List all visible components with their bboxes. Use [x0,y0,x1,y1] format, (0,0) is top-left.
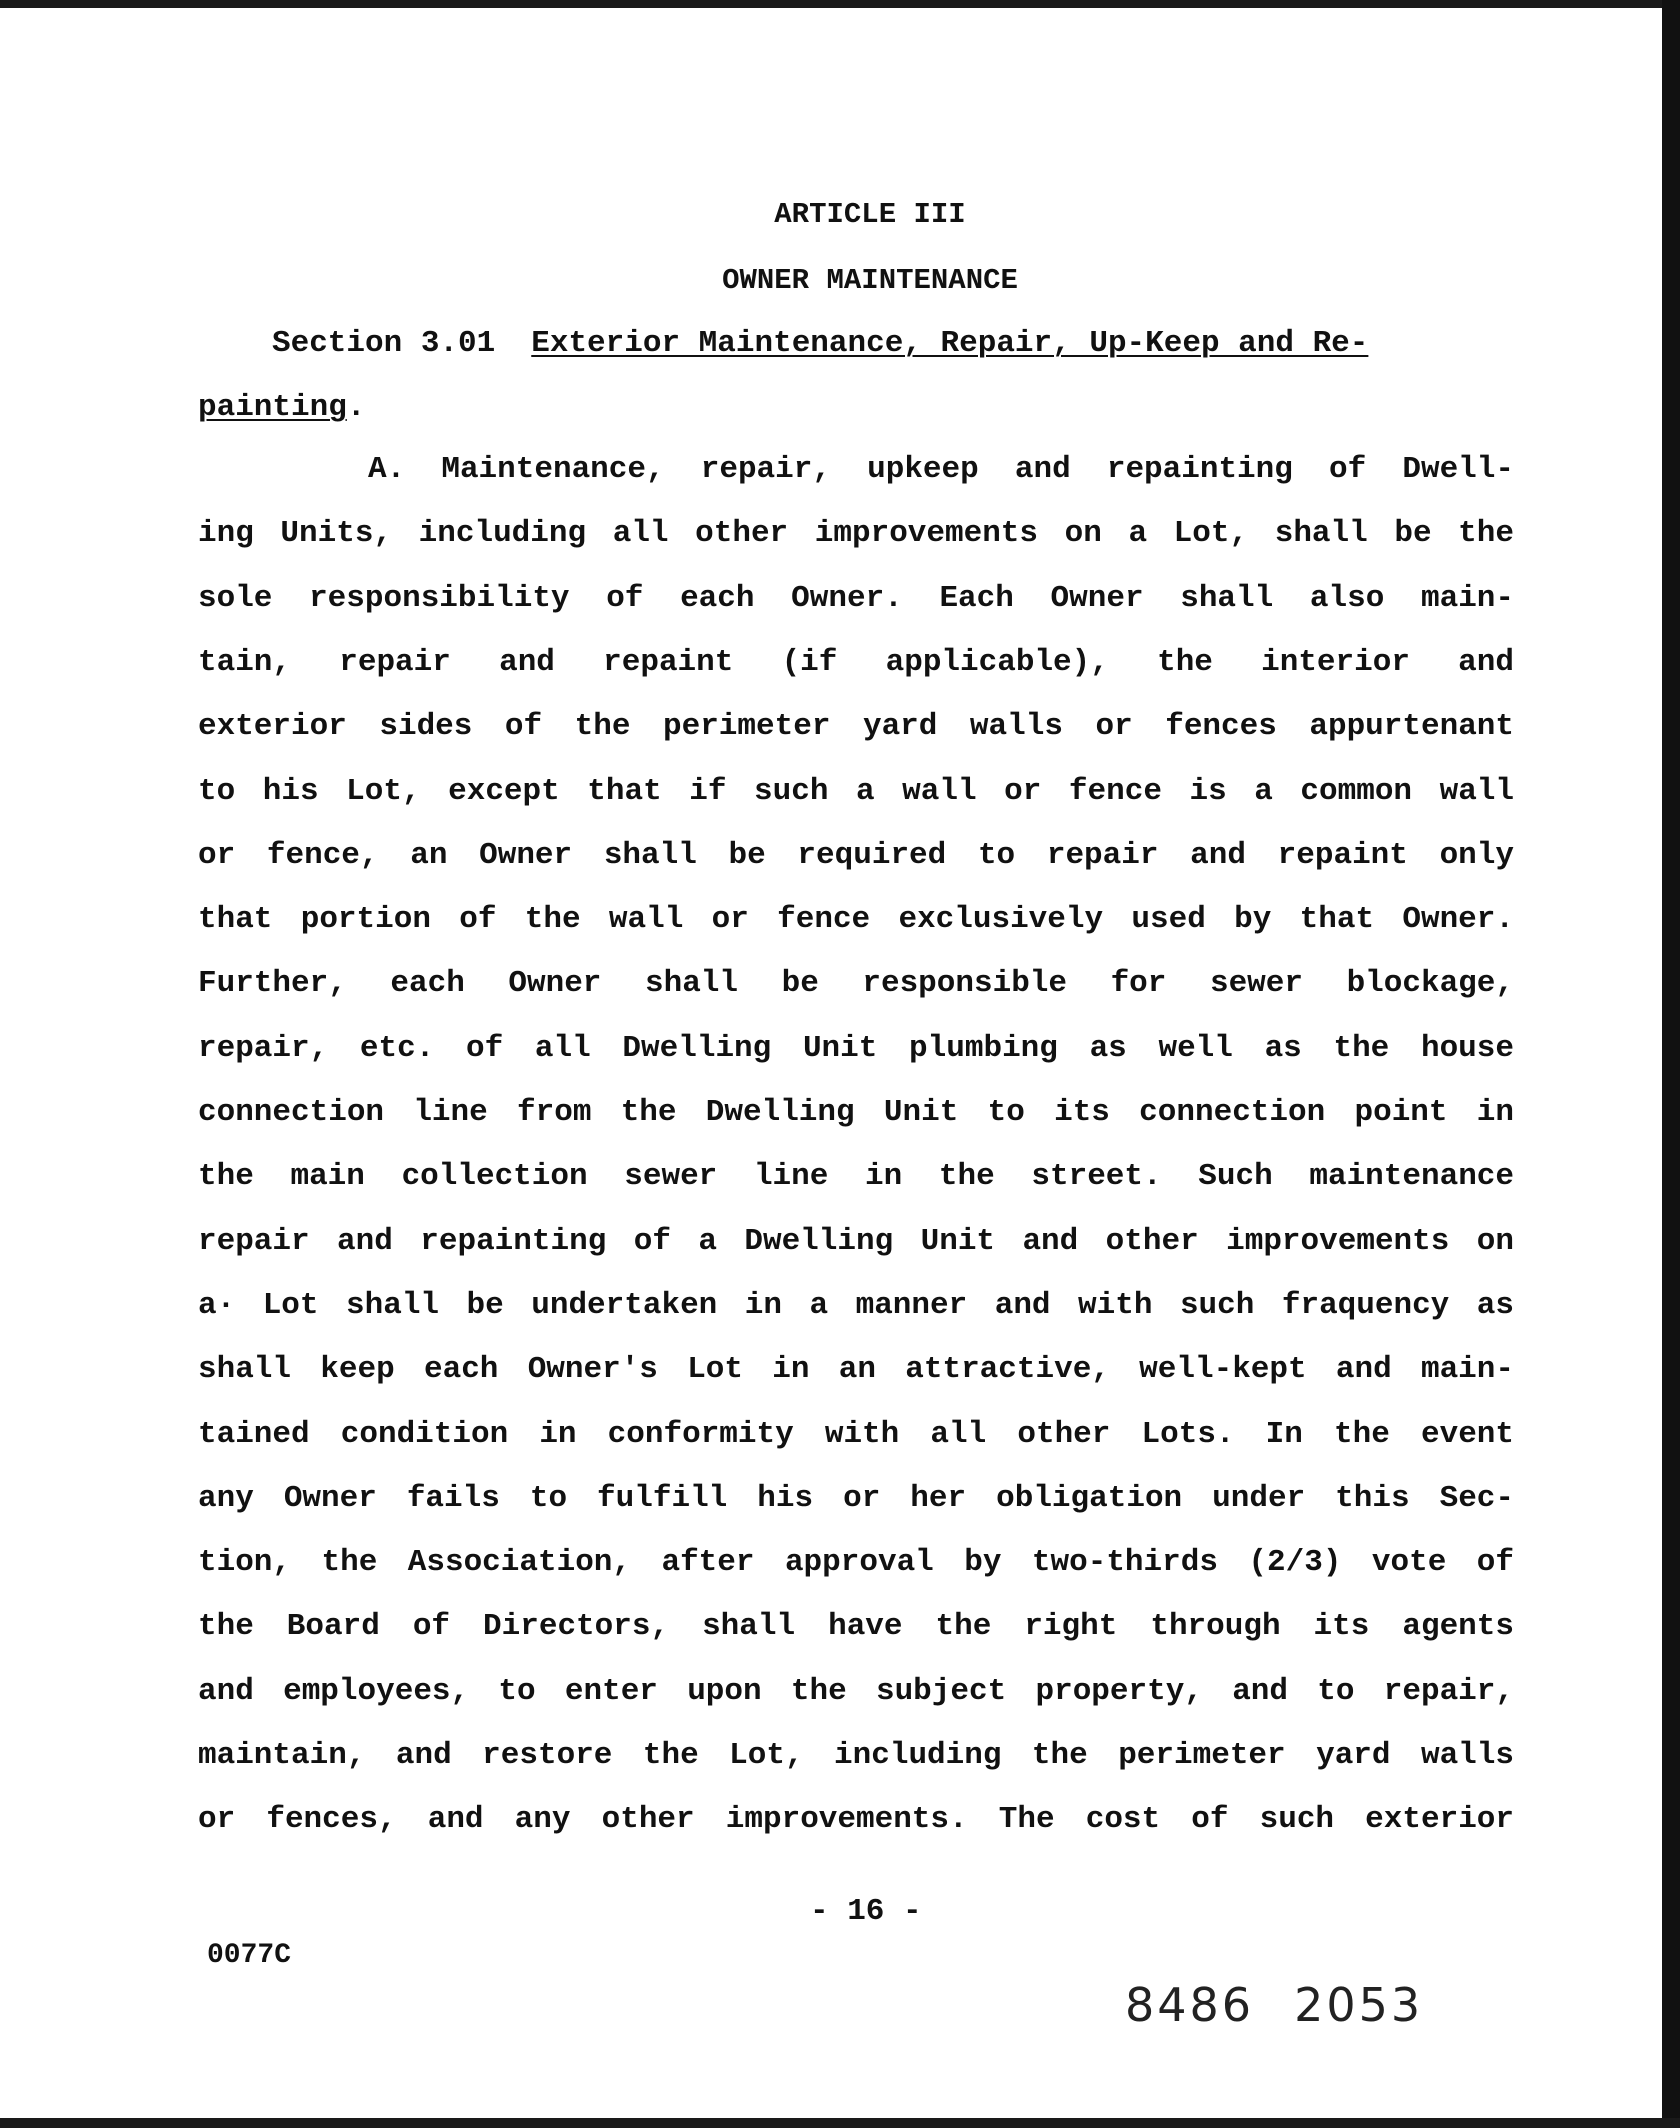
body-line: any Owner fails to fulfill his or her obligation under this Sec- [198,1481,1514,1516]
body-line: maintain, and restore the Lot, including the perimeter yard walls [198,1738,1514,1773]
document-code: 0077C [207,1940,292,1971]
body-line: Further, each Owner shall be responsible for sewer blockage, [198,966,1514,1001]
article-subtitle: OWNER MAINTENANCE [722,264,1018,297]
body-line: a· Lot shall be undertaken in a manner and with such fraquency as [198,1288,1514,1323]
stamp-page-number: 2053 [1294,1978,1424,2032]
section-number: Section 3.01 [272,326,496,361]
body-line: connection line from the Dwelling Unit to its connection point in [198,1095,1514,1130]
body-line: or fences, and any other improvements. The cost of such exterior [198,1802,1514,1837]
body-line: the Board of Directors, shall have the right through its agents [198,1609,1514,1644]
scan-border-right [1662,0,1680,2128]
section-title-part2: painting [198,390,347,425]
page-number: - 16 - [810,1894,922,1929]
body-line: exterior sides of the perimeter yard walls or fences appurtenant [198,709,1514,744]
body-line: that portion of the wall or fence exclusively used by that Owner. [198,902,1514,937]
section-title-text: Exterior Maintenance, Repair, Up-Keep and Re- [531,326,1369,361]
body-line: the main collection sewer line in the street. Such maintenance [198,1159,1514,1194]
body-line: A. Maintenance, repair, upkeep and repainting of Dwell- [368,452,1514,487]
section-title-continued [198,390,365,425]
page-stamp [1125,1978,1423,2032]
body-line: tion, the Association, after approval by two-thirds (2/3) vote of [198,1545,1514,1580]
body-line: tain, repair and repaint (if applicable), the interior and [198,645,1514,680]
body-line: and employees, to enter upon the subject property, and to repair, [198,1674,1514,1709]
body-line: shall keep each Owner's Lot in an attractive, well-kept and main- [198,1352,1514,1387]
article-title: ARTICLE III [774,198,966,231]
body-line: tained condition in conformity with all other Lots. In the event [198,1417,1514,1452]
body-line: or fence, an Owner shall be required to repair and repaint only [198,838,1514,873]
body-line: repair, etc. of all Dwelling Unit plumbing as well as the house [198,1031,1514,1066]
section-title [531,326,1490,361]
scan-border-bottom [0,2118,1680,2128]
section-title-end: . [346,390,366,425]
body-line: repair and repainting of a Dwelling Unit and other improvements on [198,1224,1514,1259]
book-number: 8486 [1125,1978,1255,2032]
section-heading-line [272,326,1490,361]
scan-border-top [0,0,1680,8]
body-line: to his Lot, except that if such a wall or fence is a common wall [198,774,1514,809]
body-line: ing Units, including all other improvements on a Lot, shall be the [198,516,1514,551]
body-line: sole responsibility of each Owner. Each Owner shall also main- [198,581,1514,616]
